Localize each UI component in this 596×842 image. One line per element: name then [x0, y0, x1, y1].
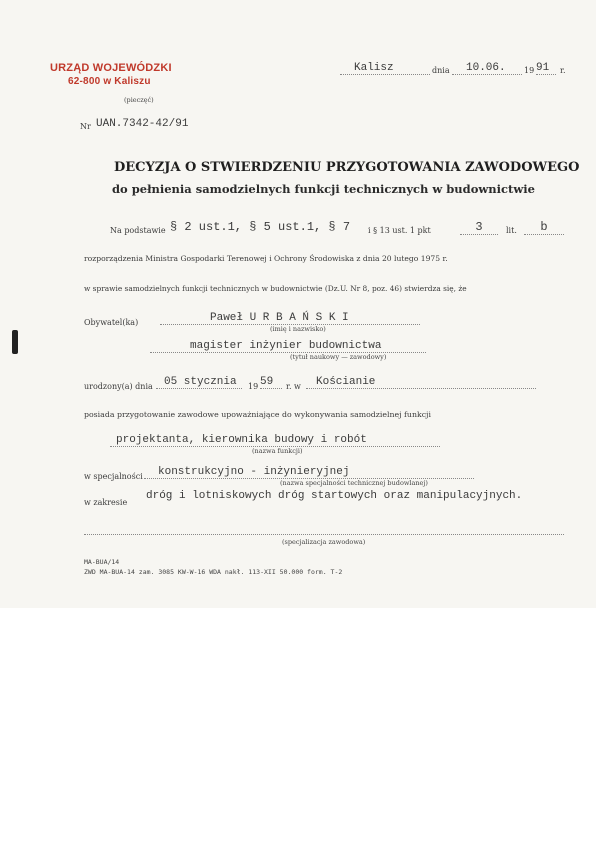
scope-value: dróg i lotniskowych dróg startowych oraz manipulacyjnych.	[146, 490, 523, 502]
legal-basis-prefix: Na podstawie	[110, 226, 166, 235]
year-prefix: 19	[524, 66, 535, 75]
date-label: dnia	[432, 66, 450, 75]
stamp-caption: (pieczęć)	[124, 96, 154, 104]
office-stamp-line1: URZĄD WOJEWÓDZKI	[50, 62, 172, 74]
lit-value: b	[524, 220, 564, 235]
number-label: Nr	[80, 122, 91, 131]
print-info: ZWD MA-BUA-14 zam. 3085 KW-W-16 WDA nakł. 113-XII 50.000 form. T-2	[84, 568, 343, 576]
specialty-caption: (nazwa specjalności technicznej budowlanej)	[280, 479, 428, 487]
pkt-value: 3	[460, 220, 498, 235]
scope-label: w zakresie	[84, 498, 128, 507]
scope-caption: (specjalizacja zawodowa)	[282, 538, 366, 546]
birth-year: 59	[260, 376, 282, 389]
date-field: 10.06.	[452, 62, 522, 75]
body-regulation-title: w sprawie samodzielnych funkcji technicznych w budownictwie (Dz.U. Nr 8, poz. 46) stwierdza się, że	[84, 284, 467, 293]
legal-basis-mid: i § 13 ust. 1 pkt	[368, 226, 431, 235]
citizen-name: Paweł U R B A Ń S K I	[160, 312, 420, 325]
body-regulation-line: rozporządzenia Ministra Gospodarki Terenowej i Ochrony Środowiska z dnia 20 lutego 1975 r.	[84, 254, 448, 263]
born-in-label: r. w	[286, 382, 301, 391]
title-caption: (tytuł naukowy — zawodowy)	[290, 353, 387, 361]
birth-date: 05 stycznia	[156, 376, 242, 389]
qualification-sentence: posiada przygotowanie zawodowe upoważniające do wykonywania samodzielnej funkcji	[84, 410, 431, 419]
city-field: Kalisz	[340, 62, 430, 75]
function-caption: (nazwa funkcji)	[252, 447, 303, 455]
name-caption: (imię i nazwisko)	[270, 325, 326, 333]
office-stamp-line2: 62-800 w Kaliszu	[68, 76, 151, 87]
document-title: DECYZJA O STWIERDZENIU PRZYGOTOWANIA ZAWODOWEGO	[114, 160, 580, 175]
year-suffix: r.	[560, 66, 566, 75]
citizen-label: Obywatel(ka)	[84, 318, 139, 327]
year-field: 91	[536, 62, 556, 75]
function-value: projektanta, kierownika budowy i robót	[110, 434, 440, 447]
professional-title: magister inżynier budownictwa	[150, 340, 426, 353]
specialty-value: konstrukcyjno - inżynieryjnej	[144, 466, 474, 479]
lit-label: lit.	[506, 226, 517, 235]
legal-basis-paragraphs: § 2 ust.1, § 5 ust.1, § 7	[170, 220, 351, 234]
document-subtitle: do pełnienia samodzielnych funkcji technicznych w budownictwie	[112, 182, 535, 196]
case-number: UAN.7342-42/91	[96, 118, 189, 130]
specialty-label: w specjalności	[84, 472, 143, 481]
birth-place: Kościanie	[306, 376, 536, 389]
form-code: MA-BUA/14	[84, 558, 120, 566]
punch-hole-mark	[12, 330, 18, 354]
born-label: urodzony(a) dnia	[84, 382, 153, 391]
blank-dotted-line	[84, 528, 564, 535]
birth-year-prefix: 19	[248, 382, 259, 391]
